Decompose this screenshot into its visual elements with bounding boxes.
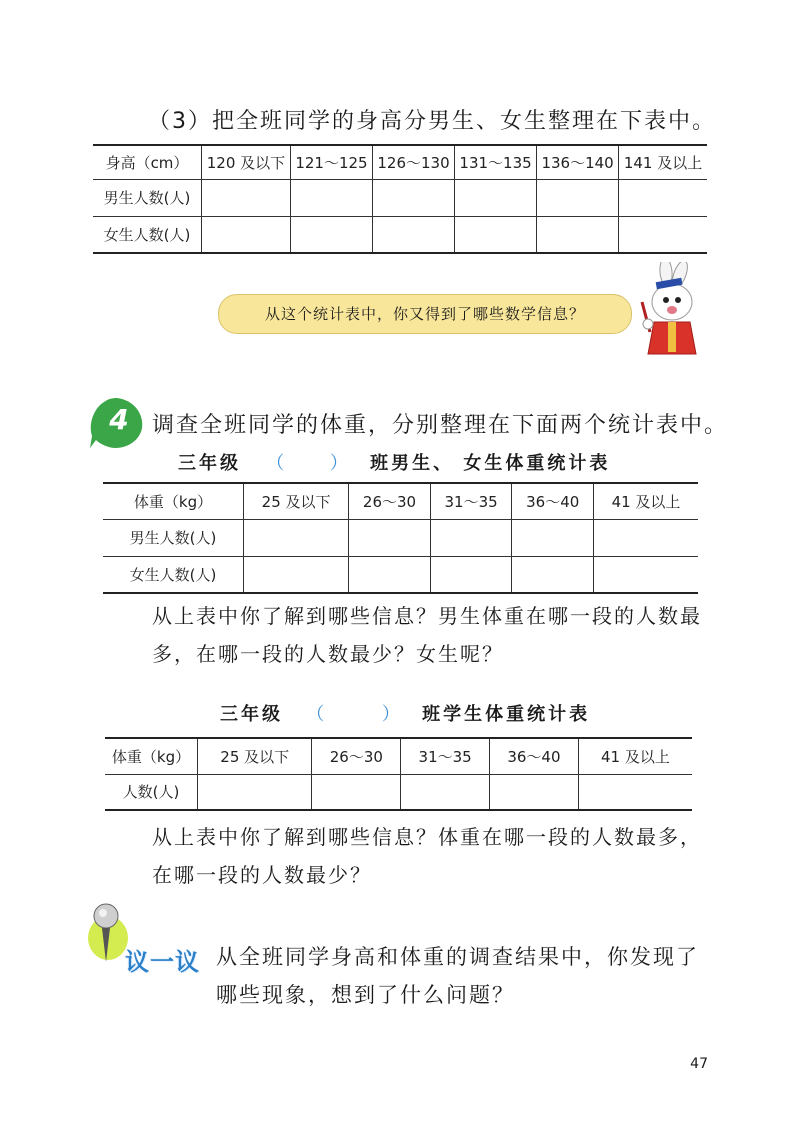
title-paren-open: （ [306,704,328,725]
row-label: 男生人数(人) [103,519,244,556]
table-header-row [105,738,692,774]
table-cell [512,556,594,593]
table-cell [198,774,312,810]
table-header-cell: 25 及以下 [198,738,312,774]
row-label: 女生人数(人) [103,556,244,593]
table-header-cell: 136～140 [537,145,619,179]
table-header-cell: 36～40 [490,738,579,774]
speech-bubble [218,294,632,334]
table-cell [619,179,707,216]
table-header-cell: 41 及以上 [594,483,698,519]
rabbit-teacher-illustration [628,262,708,360]
row-label: 人数(人) [105,774,198,810]
table-cell [594,556,698,593]
row-label: 女生人数(人) [93,216,202,253]
table2-title [220,700,590,726]
table-cell [401,774,490,810]
table-cell [372,179,454,216]
table-cell [594,519,698,556]
table-header-cell: 41 及以上 [578,738,692,774]
table-header-cell: 141 及以上 [619,145,707,179]
height-table [93,144,707,254]
table-cell [430,556,512,593]
table-header-cell: 121～125 [290,145,372,179]
table-header-cell: 身高（cm） [93,145,202,179]
table-cell [244,556,349,593]
table-cell [244,519,349,556]
table-cell [349,556,431,593]
discuss-text: 从全班同学身高和体重的调查结果中，你发现了哪些现象，想到了什么问题？ [216,945,699,1007]
bubble-text: 从这个统计表中，你又得到了哪些数学信息？ [264,305,585,323]
page-number: 47 [690,1056,708,1072]
title-grade: 三年级 [220,704,283,725]
problem4-text: 调查全班同学的体重，分别整理在下面两个统计表中。 [152,413,729,438]
table-cell [202,216,291,253]
table-header-cell: 31～35 [401,738,490,774]
table-cell [349,519,431,556]
table-header-cell: 31～35 [430,483,512,519]
table1-question: 从上表中你了解到哪些信息？男生体重在哪一段的人数最多，在哪一段的人数最少？女生呢？ [152,604,702,666]
table-header-cell: 体重（kg） [103,483,244,519]
weight-table-by-gender [103,482,698,594]
table-cell [312,774,401,810]
table-cell [619,216,707,253]
table-cell [490,774,579,810]
table-row [103,519,698,556]
table-cell [455,216,537,253]
table-cell [202,179,291,216]
table-row [103,556,698,593]
table1-title [178,449,610,475]
table-header-cell: 26～30 [312,738,401,774]
table-header-cell: 25 及以下 [244,483,349,519]
table-cell [372,216,454,253]
part3-heading: （3）把全班同学的身高分男生、女生整理在下表中。 [148,109,716,134]
title-paren-close: ） [329,453,351,474]
table-header-cell: 36～40 [512,483,594,519]
discuss-label: 议一议 [125,948,200,976]
title-paren-open: （ [266,453,288,474]
table-cell [290,179,372,216]
table-header-cell: 126～130 [372,145,454,179]
title-paren-close: ） [381,704,403,725]
title-rest: 班学生体重统计表 [422,704,591,725]
table-header-cell: 体重（kg） [105,738,198,774]
table-cell [290,216,372,253]
title-rest: 班男生、 女生体重统计表 [370,453,611,474]
table-cell [430,519,512,556]
weight-table-all [105,737,692,811]
table-header-cell: 131～135 [455,145,537,179]
problem-number: 4 [109,403,129,436]
table-cell [578,774,692,810]
table-cell [537,179,619,216]
table-cell [455,179,537,216]
table-header-cell: 120 及以下 [202,145,291,179]
table-header-cell: 26～30 [349,483,431,519]
table-row [93,179,707,216]
table-row [93,216,707,253]
table-cell [537,216,619,253]
row-label: 男生人数(人) [93,179,202,216]
table-header-row [93,145,707,179]
title-grade: 三年级 [178,453,241,474]
table-row [105,774,692,810]
table2-question: 从上表中你了解到哪些信息？体重在哪一段的人数最多，在哪一段的人数最少？ [152,825,702,887]
table-cell [512,519,594,556]
table-header-row [103,483,698,519]
